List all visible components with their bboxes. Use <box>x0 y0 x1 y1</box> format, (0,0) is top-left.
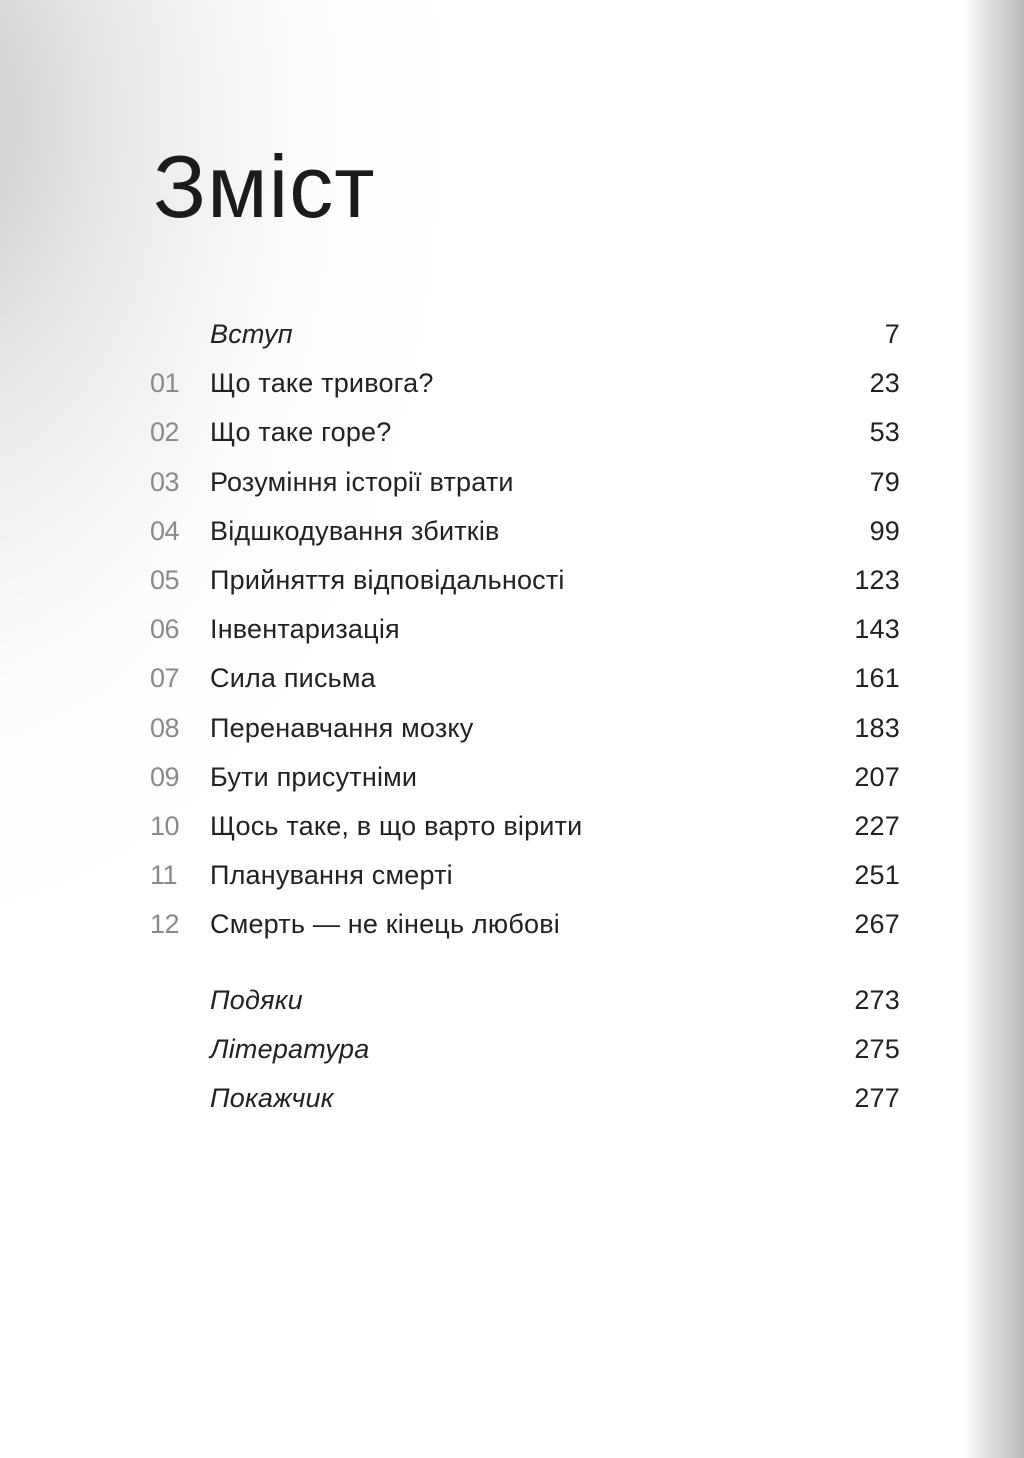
chapter-number: 10 <box>150 810 180 841</box>
entry-title: Інвентаризація <box>210 614 400 645</box>
toc-entry-chapter-10 <box>150 802 900 851</box>
entry-title: Прийняття відповідальності <box>210 565 565 596</box>
page-number: 123 <box>854 565 900 596</box>
toc-entry-chapter-02 <box>150 408 900 457</box>
page-number: 273 <box>854 984 900 1015</box>
toc-entry-intro <box>150 310 900 359</box>
entry-title: Що таке тривога? <box>210 368 434 399</box>
page-number: 251 <box>854 860 900 891</box>
entry-title: Подяки <box>210 984 303 1015</box>
page-number: 79 <box>869 466 900 497</box>
entry-title: Планування смерті <box>210 860 453 891</box>
toc-entry-chapter-08 <box>150 704 900 753</box>
toc-entry-chapter-11 <box>150 851 900 900</box>
chapter-number: 01 <box>150 368 180 399</box>
toc-entry-chapter-06 <box>150 605 900 654</box>
page-number: 275 <box>854 1033 900 1064</box>
chapter-number: 04 <box>150 515 180 546</box>
toc-entry-chapter-04 <box>150 507 900 556</box>
entry-title: Щось таке, в що варто вірити <box>210 810 583 841</box>
page-number: 99 <box>869 515 900 546</box>
entry-title: Відшкодування збитків <box>210 515 500 546</box>
chapter-number: 12 <box>150 909 180 940</box>
page-number: 227 <box>854 810 900 841</box>
table-of-contents <box>150 310 900 1123</box>
page-number: 267 <box>854 909 900 940</box>
page-number: 143 <box>854 614 900 645</box>
page-number: 183 <box>854 712 900 743</box>
section-spacer <box>150 949 900 975</box>
chapter-number: 03 <box>150 466 180 497</box>
entry-title: Література <box>210 1033 370 1064</box>
toc-entry-literature <box>150 1025 900 1074</box>
page-number: 53 <box>869 417 900 448</box>
page-number: 23 <box>869 368 900 399</box>
chapter-number: 06 <box>150 614 180 645</box>
entry-title: Смерть — не кінець любові <box>210 909 560 940</box>
chapter-number: 07 <box>150 663 180 694</box>
toc-entry-chapter-01 <box>150 359 900 408</box>
toc-entry-chapter-03 <box>150 458 900 507</box>
toc-entry-index <box>150 1074 900 1123</box>
chapter-number: 09 <box>150 761 180 792</box>
entry-title: Розуміння історії втрати <box>210 466 514 497</box>
entry-title: Перенавчання мозку <box>210 712 474 743</box>
chapter-number: 05 <box>150 565 180 596</box>
page-number: 7 <box>884 319 900 350</box>
chapter-number: 11 <box>150 860 178 891</box>
chapter-number: 08 <box>150 712 180 743</box>
toc-entry-acknowledgements <box>150 975 900 1024</box>
page-title: Зміст <box>153 137 376 236</box>
entry-title: Бути присутніми <box>210 761 418 792</box>
toc-entry-chapter-05 <box>150 556 900 605</box>
entry-title: Що таке горе? <box>210 417 392 448</box>
toc-entry-chapter-09 <box>150 753 900 802</box>
page-edge-shadow <box>964 0 1024 1458</box>
entry-title: Покажчик <box>210 1082 334 1113</box>
entry-title: Вступ <box>210 319 293 350</box>
toc-entry-chapter-12 <box>150 900 900 949</box>
page-number: 277 <box>854 1082 900 1113</box>
toc-entry-chapter-07 <box>150 654 900 703</box>
entry-title: Сила письма <box>210 663 376 694</box>
chapter-number: 02 <box>150 417 180 448</box>
page-number: 161 <box>854 663 900 694</box>
page-number: 207 <box>854 761 900 792</box>
